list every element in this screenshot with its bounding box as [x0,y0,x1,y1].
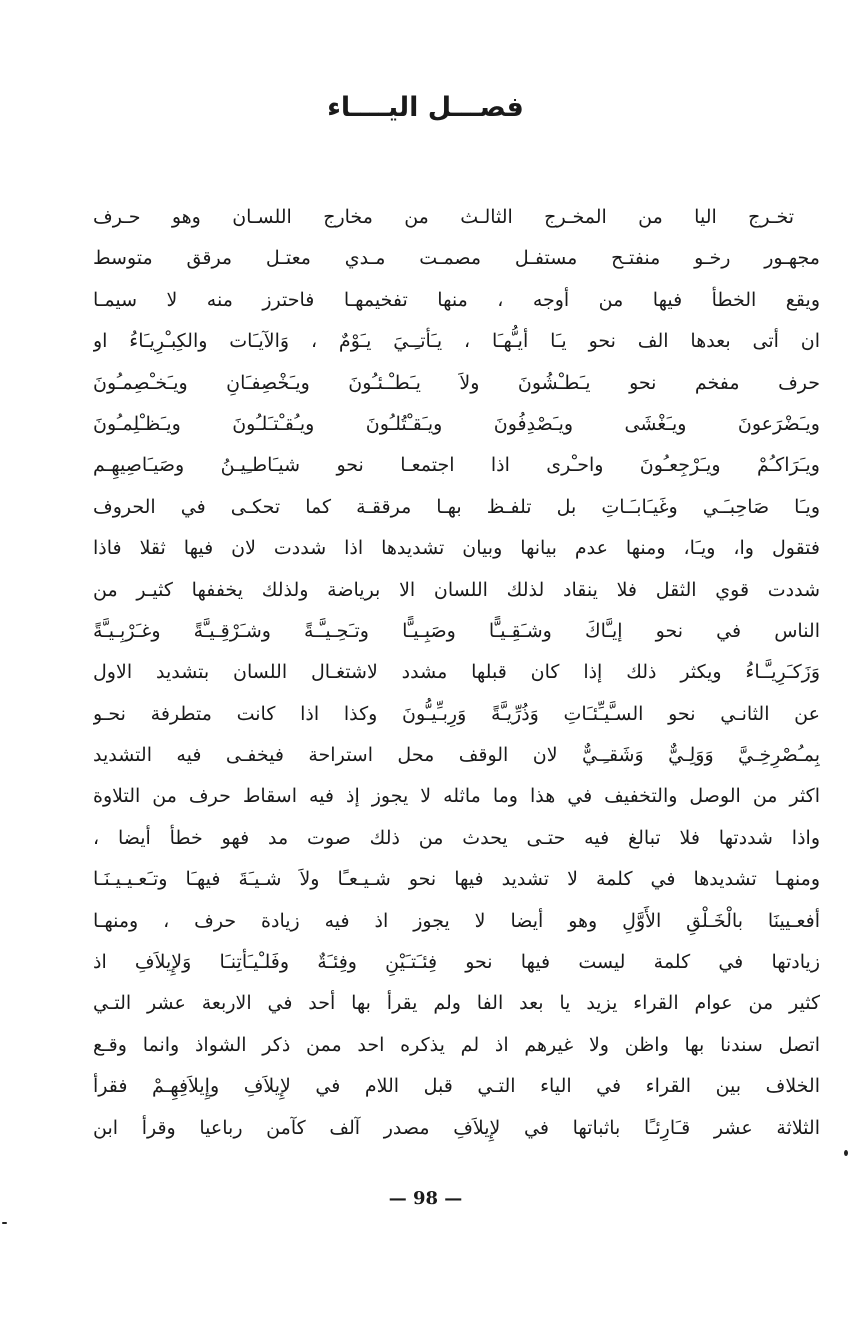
scan-speck [844,1150,848,1156]
text-line: اكثر من الوصل والتخفيف في هذا وما ماثله لا يجوز إذ فيه اسقاط حرف من التلاوة [93,785,820,808]
text-line: كثير من عوام القراء يزيد يا بعد الفا ولم يقرأ بها أحد في الاربعة عشر التـي [93,992,820,1015]
text-line: شددت قوي الثقل فلا ينقاد لذلك اللسان الا برياضة ولذلك يخففها كثيـر من [93,578,820,601]
text-line: ويـَضْرَعونَ ويـَغْشَى ويـَصْدِفُونَ ويـَقـْتُلـُونَ ويـُقـْتـَلـُونَ ويـَظـْلِمـُونَ [93,412,820,435]
text-line: الناس في نحو إيـَّاكَ وشـَقِـيـًّا وصَبِـيـًّا وتـَحِـيـَّـةً وشـَرْقِـيـَّةً وغـَرْبِـيـَّةً [93,619,820,642]
text-line: اتصل سندنا بها واظن ولا غيرهم اذ لم يذكره احد ممن ذكر الشواذ وانما وقـع [93,1033,820,1056]
text-line: زيادتها في كلمة ليست فيها نحو فِئـَتـَيْنِ وفِئـَةٌ وفَلـْيـَأتِنـَا وَلإِيلاَفِ اذ [93,951,820,974]
text-line: واذا شددتها فلا تبالغ فيه حتـى يحدث من ذلك صوت مد فهو خطأ أيضا ، [93,826,820,849]
scan-speck [2,1222,7,1224]
body-text [93,197,820,1149]
text-line: مجهـور رخـو منفتـح مستفـل مصمـت مـدي معتـل مرقق متوسط [93,247,820,270]
text-line: ان أتى بعدها الف نحو يـَا أيـُّهـَا ، يـَأتـِـيَ يـَوْمٌ ، وَالآيـَات والكِبـْرِيـَاءُ او [93,330,820,353]
page-number: — 98 — [388,1188,463,1209]
text-line: حرف مفخم نحو يـَطـْشُونَ ولاَ يـَطـْـئـُونَ ويـَخْصِفـَانِ ويـَخـْصِمـُونَ [93,371,820,394]
text-line: ومنهـا تشديدها في كلمة لا تشديد فيها نحو شـيـعـًا ولاَ شـيـَةَ فيهـَا وتـَعـيـيـنَـا [93,868,820,891]
text-line: الثلاثة عشر قـَارِئـًا باثباتها في لإِيلاَفِ مصدر آلف كآمن رباعيا وقرأ ابن [93,1116,820,1139]
text-line: فتقول وا، ويـَا، ومنها عدم بيانها وبيان تشديدها اذا شددت لان فيها ثقلا فاذا [93,537,820,560]
text-line: وَزَكـَرِيـَّـاءُ ويكثر ذلك إذا كان قبلها مشدد لاشتغـال اللسان بتشديد الاول [93,661,820,684]
text-line: ويقع الخطأ فيها من أوجه ، منها تفخيمهـا فاحترز منه لا سيمـا [93,288,820,311]
chapter-title: فصـــل اليــــاء [327,92,524,123]
text-line: ويـَرَاكـُمْ ويـَرْجِعـُونَ واحـْرى اذا اجتمعـا نحو شيـَاطـِيـنُ وصَيـَاصِيهِـم [93,454,820,477]
text-line: بِمـُصْرِخِـيَّ وَوَلِـيٌّ وَشَقـِـيٌّ لان الوقف محل استراحة فيخفـى فيه التشديد [93,744,820,767]
text-line: أفعـيينَا بالْخَـلْقِ الأَوَّلِ وهو أيضا لا يجوز اذ فيه زيادة حرف ، ومنهـا [93,909,820,932]
text-line: عن الثانـي نحو السـَّيـِّئـَاتِ وَذُرِّيـَّةً وَرِبـِّيـُّونَ وكذا اذا كانت متطرفة نحـو [93,702,820,725]
text-line: تخـرج اليا من المخـرج الثالـث من مخارج اللسـان وهو حـرف [93,206,794,228]
text-line: الخلاف بين القراء في الياء التـي قبل اللام في لإِيلاَفِ وإِيلاَفِهِـمْ فقرأ [93,1075,820,1098]
text-line: ويـَا صَاحِبـَـي وغَيـَابـَـاتِ بل تلفـظ بهـا مرققـة كما تحكـى في الحروف [93,495,820,518]
